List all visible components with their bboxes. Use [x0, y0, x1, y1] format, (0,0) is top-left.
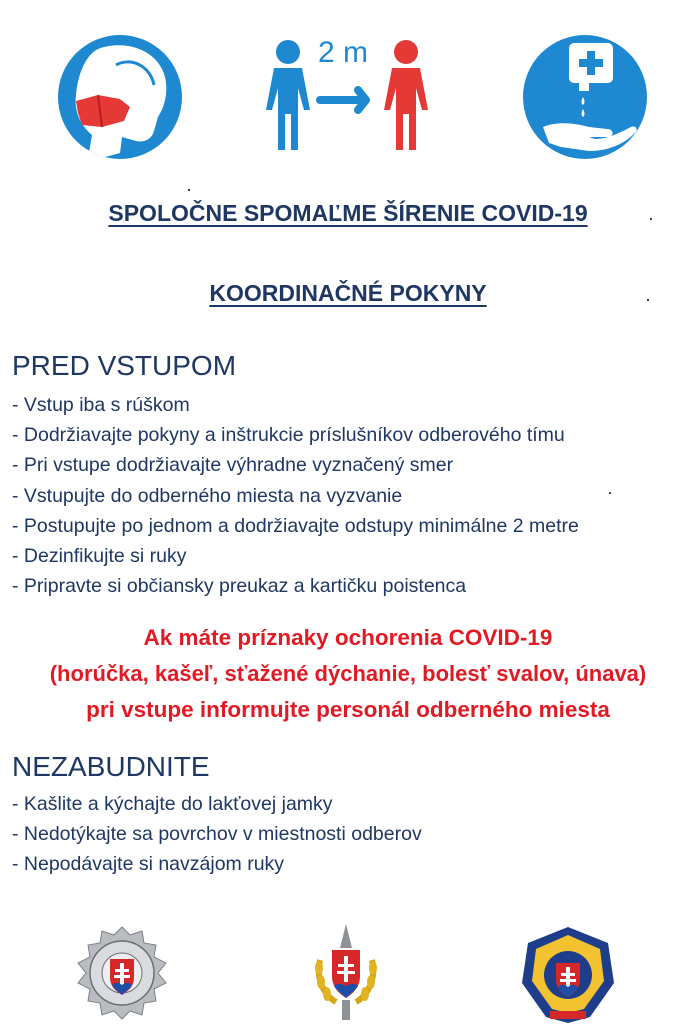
main-title: SPOLOČNE SPOMAĽME ŠÍRENIE COVID-19: [108, 200, 588, 226]
speck: [609, 492, 611, 494]
face-mask-icon: [58, 35, 182, 159]
remember-heading: NEZABUDNITE: [12, 751, 210, 782]
list-item: - Nepodávajte si navzájom ruky: [12, 853, 285, 876]
list-item: - Kašlite a kýchajte do lakťovej jamky: [12, 793, 333, 815]
list-item: - Pri vstupe dodržiavajte výhradne vyznačený smer: [12, 454, 454, 477]
hand-sanitizer-icon: [523, 35, 647, 159]
warning-line-1: Ak máte príznaky ochorenia COVID-19: [143, 625, 553, 650]
list-item: - Nedotýkajte sa povrchov v miestnosti odberov: [12, 823, 422, 846]
subtitle: KOORDINAČNÉ POKYNY: [209, 280, 487, 306]
army-emblem-icon: [310, 920, 382, 1024]
list-item: - Postupujte po jednom a dodržiavajte odstupy minimálne 2 metre: [12, 514, 579, 537]
remember-list: [12, 789, 422, 880]
list-item: - Pripravte si občiansky preukaz a kartičku poistenca: [12, 575, 467, 598]
warning-line-3: pri vstupe informujte personál odberného miesta: [86, 697, 610, 722]
warning-line-2: (horúčka, kašeľ, sťažené dýchanie, bolesť svalov, únava): [49, 661, 647, 686]
police-badge-icon: [72, 925, 172, 1020]
list-item: - Vstupujte do odberného miesta na vyzvanie: [12, 484, 403, 507]
fire-rescue-badge-icon: [520, 925, 616, 1024]
before-entry-list: [12, 390, 579, 601]
before-entry-heading: PRED VSTUPOM: [12, 350, 237, 381]
list-item: - Dodržiavajte pokyny a inštrukcie príslušníkov odberového tímu: [12, 424, 565, 447]
list-item: - Dezinfikujte si ruky: [12, 544, 187, 567]
speck: [188, 189, 190, 191]
list-item: - Vstup iba s rúškom: [12, 394, 190, 416]
distance-label: 2 m: [318, 36, 369, 69]
